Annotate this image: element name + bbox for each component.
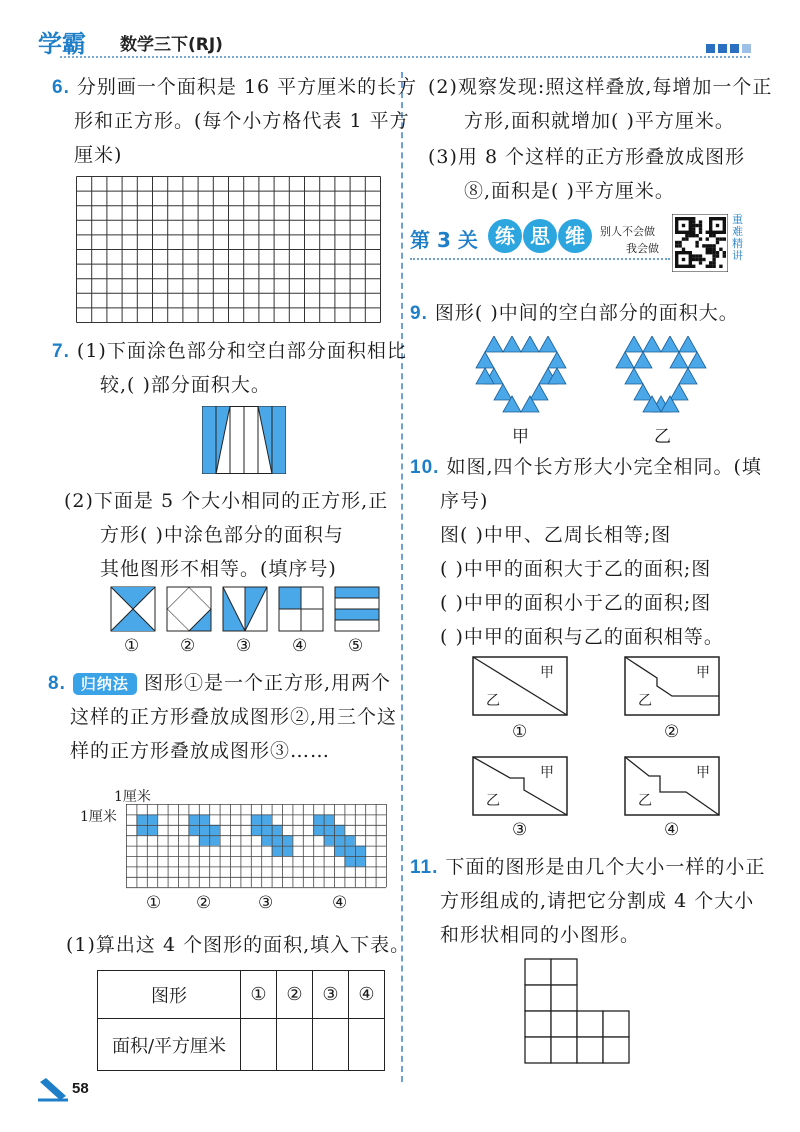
q7-p2-line2: 方形( )中涂色部分的面积与 xyxy=(100,524,344,546)
q8-number: 8. xyxy=(48,673,66,694)
q7-label-1: ① xyxy=(124,636,140,656)
q10-2-jia: 甲 xyxy=(696,665,710,681)
level-chars xyxy=(488,219,593,253)
q8-label-2: ② xyxy=(196,893,212,913)
q10-line6: ( )中甲的面积与乙的面积相等。 xyxy=(440,626,724,648)
logo-text: 学霸 xyxy=(38,30,86,58)
q7-label-5: ⑤ xyxy=(348,636,364,656)
q8-stack-grid xyxy=(126,804,388,890)
level-rule xyxy=(410,258,670,260)
q10 xyxy=(410,450,762,485)
level-note-2: 我会做 xyxy=(626,242,659,255)
q7-p2-line1: (2)下面是 5 个大小相同的正方形,正 xyxy=(64,490,389,512)
table-col-4: ④ xyxy=(349,971,385,1019)
unit-label-left: 1厘米 xyxy=(80,809,117,825)
q11-line2: 方形组成的,请把它分割成 4 个大小 xyxy=(440,890,755,912)
q8-sub2-line2: 方形,面积就增加( )平方厘米。 xyxy=(464,110,735,132)
q7-label-3: ③ xyxy=(236,636,252,656)
q7-squares xyxy=(110,586,390,634)
q8-label-1: ① xyxy=(146,893,162,913)
q10-4-yi: 乙 xyxy=(638,793,652,809)
q8-sub1: (1)算出这 4 个图形的面积,填入下表。 xyxy=(66,934,411,956)
area-table xyxy=(97,970,385,1071)
q8 xyxy=(48,666,391,701)
q6-number: 6. xyxy=(52,77,70,98)
table-head-area: 面积/平方厘米 xyxy=(98,1019,241,1071)
q11-shape[interactable] xyxy=(524,958,634,1068)
q10-label-2: ② xyxy=(664,722,680,742)
q9-line: 图形( )中间的空白部分的面积大。 xyxy=(434,302,739,324)
q10-3-yi: 乙 xyxy=(486,793,500,809)
q10-3-jia: 甲 xyxy=(540,765,554,781)
brand-logo xyxy=(38,24,86,59)
q7-p1-line1: (1)下面涂色部分和空白部分面积相比 xyxy=(76,340,407,362)
q8-label-4: ④ xyxy=(332,893,348,913)
q11-line1: 下面的图形是由几个大小一样的小正 xyxy=(445,856,766,878)
q10-label-3: ③ xyxy=(512,820,528,840)
q7-shaded-rect xyxy=(202,406,286,474)
q10-label-1: ① xyxy=(512,722,528,742)
table-head-figure: 图形 xyxy=(98,971,241,1019)
qr-code-icon[interactable] xyxy=(672,214,728,272)
book-title: 数学三下(RJ) xyxy=(120,35,223,55)
q8-sub2-line1: (2)观察发现:照这样叠放,每增加一个正 xyxy=(428,76,773,98)
q6-line3: 厘米) xyxy=(74,144,123,166)
qr-side-label: 重难精讲 xyxy=(732,213,743,262)
q9 xyxy=(410,296,739,331)
level-char-1: 练 xyxy=(488,219,522,253)
q10-line5: ( )中甲的面积小于乙的面积;图 xyxy=(440,592,712,614)
table-cell-1[interactable] xyxy=(241,1019,277,1071)
level-note-1: 别人不会做 xyxy=(600,225,655,238)
q8-sub3-line2: ⑧,面积是( )平方厘米。 xyxy=(464,180,675,202)
table-cell-2[interactable] xyxy=(277,1019,313,1071)
q7-number: 7. xyxy=(52,341,70,362)
q6-line2: 形和正方形。(每个小方格代表 1 平方 xyxy=(74,110,410,132)
q10-4-jia: 甲 xyxy=(696,765,710,781)
table-col-1: ① xyxy=(241,971,277,1019)
q7-p1-line2: 较,( )部分面积大。 xyxy=(100,374,271,396)
level-char-2: 思 xyxy=(523,219,557,253)
q10-line4: ( )中甲的面积大于乙的面积;图 xyxy=(440,558,712,580)
table-col-3: ③ xyxy=(313,971,349,1019)
table-cell-3[interactable] xyxy=(313,1019,349,1071)
level-title: 第 3 关 xyxy=(410,228,478,252)
q10-line2: 序号) xyxy=(440,490,489,512)
q8-line1: 图形①是一个正方形,用两个 xyxy=(143,672,392,694)
q10-label-4: ④ xyxy=(664,820,680,840)
q9-label-jia: 甲 xyxy=(512,427,529,447)
q10-line3: 图( )中甲、乙周长相等;图 xyxy=(440,524,672,546)
q11 xyxy=(410,850,765,885)
q10-line1: 如图,四个长方形大小完全相同。(填 xyxy=(446,456,762,478)
unit-label-top: 1厘米 xyxy=(114,789,151,805)
q6-grid[interactable] xyxy=(76,176,382,324)
q7-label-4: ④ xyxy=(292,636,308,656)
q9-label-yi: 乙 xyxy=(654,427,671,447)
q6 xyxy=(52,70,417,105)
table-cell-4[interactable] xyxy=(349,1019,385,1071)
q9-number: 9. xyxy=(410,303,428,324)
q10-1-jia: 甲 xyxy=(540,665,554,681)
method-badge: 归纳法 xyxy=(73,673,137,695)
page-number: 58 xyxy=(72,1080,89,1097)
q8-label-3: ③ xyxy=(258,893,274,913)
header-dots xyxy=(706,38,754,57)
q10-rects-top xyxy=(472,656,722,718)
q7 xyxy=(52,334,407,369)
q7-p2-line3: 其他图形不相等。(填序号) xyxy=(100,558,337,580)
q10-2-yi: 乙 xyxy=(638,693,652,709)
q11-number: 11. xyxy=(410,857,439,878)
header-rule xyxy=(60,56,750,58)
q8-line3: 样的正方形叠放成图形③…… xyxy=(70,740,331,762)
q9-triangle-figures xyxy=(470,336,710,416)
q10-1-yi: 乙 xyxy=(486,693,500,709)
q10-rects-bottom xyxy=(472,756,722,818)
q6-line1: 分别画一个面积是 16 平方厘米的长方 xyxy=(76,76,418,98)
q8-sub3-line1: (3)用 8 个这样的正方形叠放成图形 xyxy=(428,146,746,168)
level-char-3: 维 xyxy=(558,219,592,253)
q8-line2: 这样的正方形叠放成图形②,用三个这 xyxy=(70,706,398,728)
q7-label-2: ② xyxy=(180,636,196,656)
pencil-icon xyxy=(38,1078,68,1102)
table-col-2: ② xyxy=(277,971,313,1019)
q11-line3: 和形状相同的小图形。 xyxy=(440,924,641,946)
q10-number: 10. xyxy=(410,457,440,478)
